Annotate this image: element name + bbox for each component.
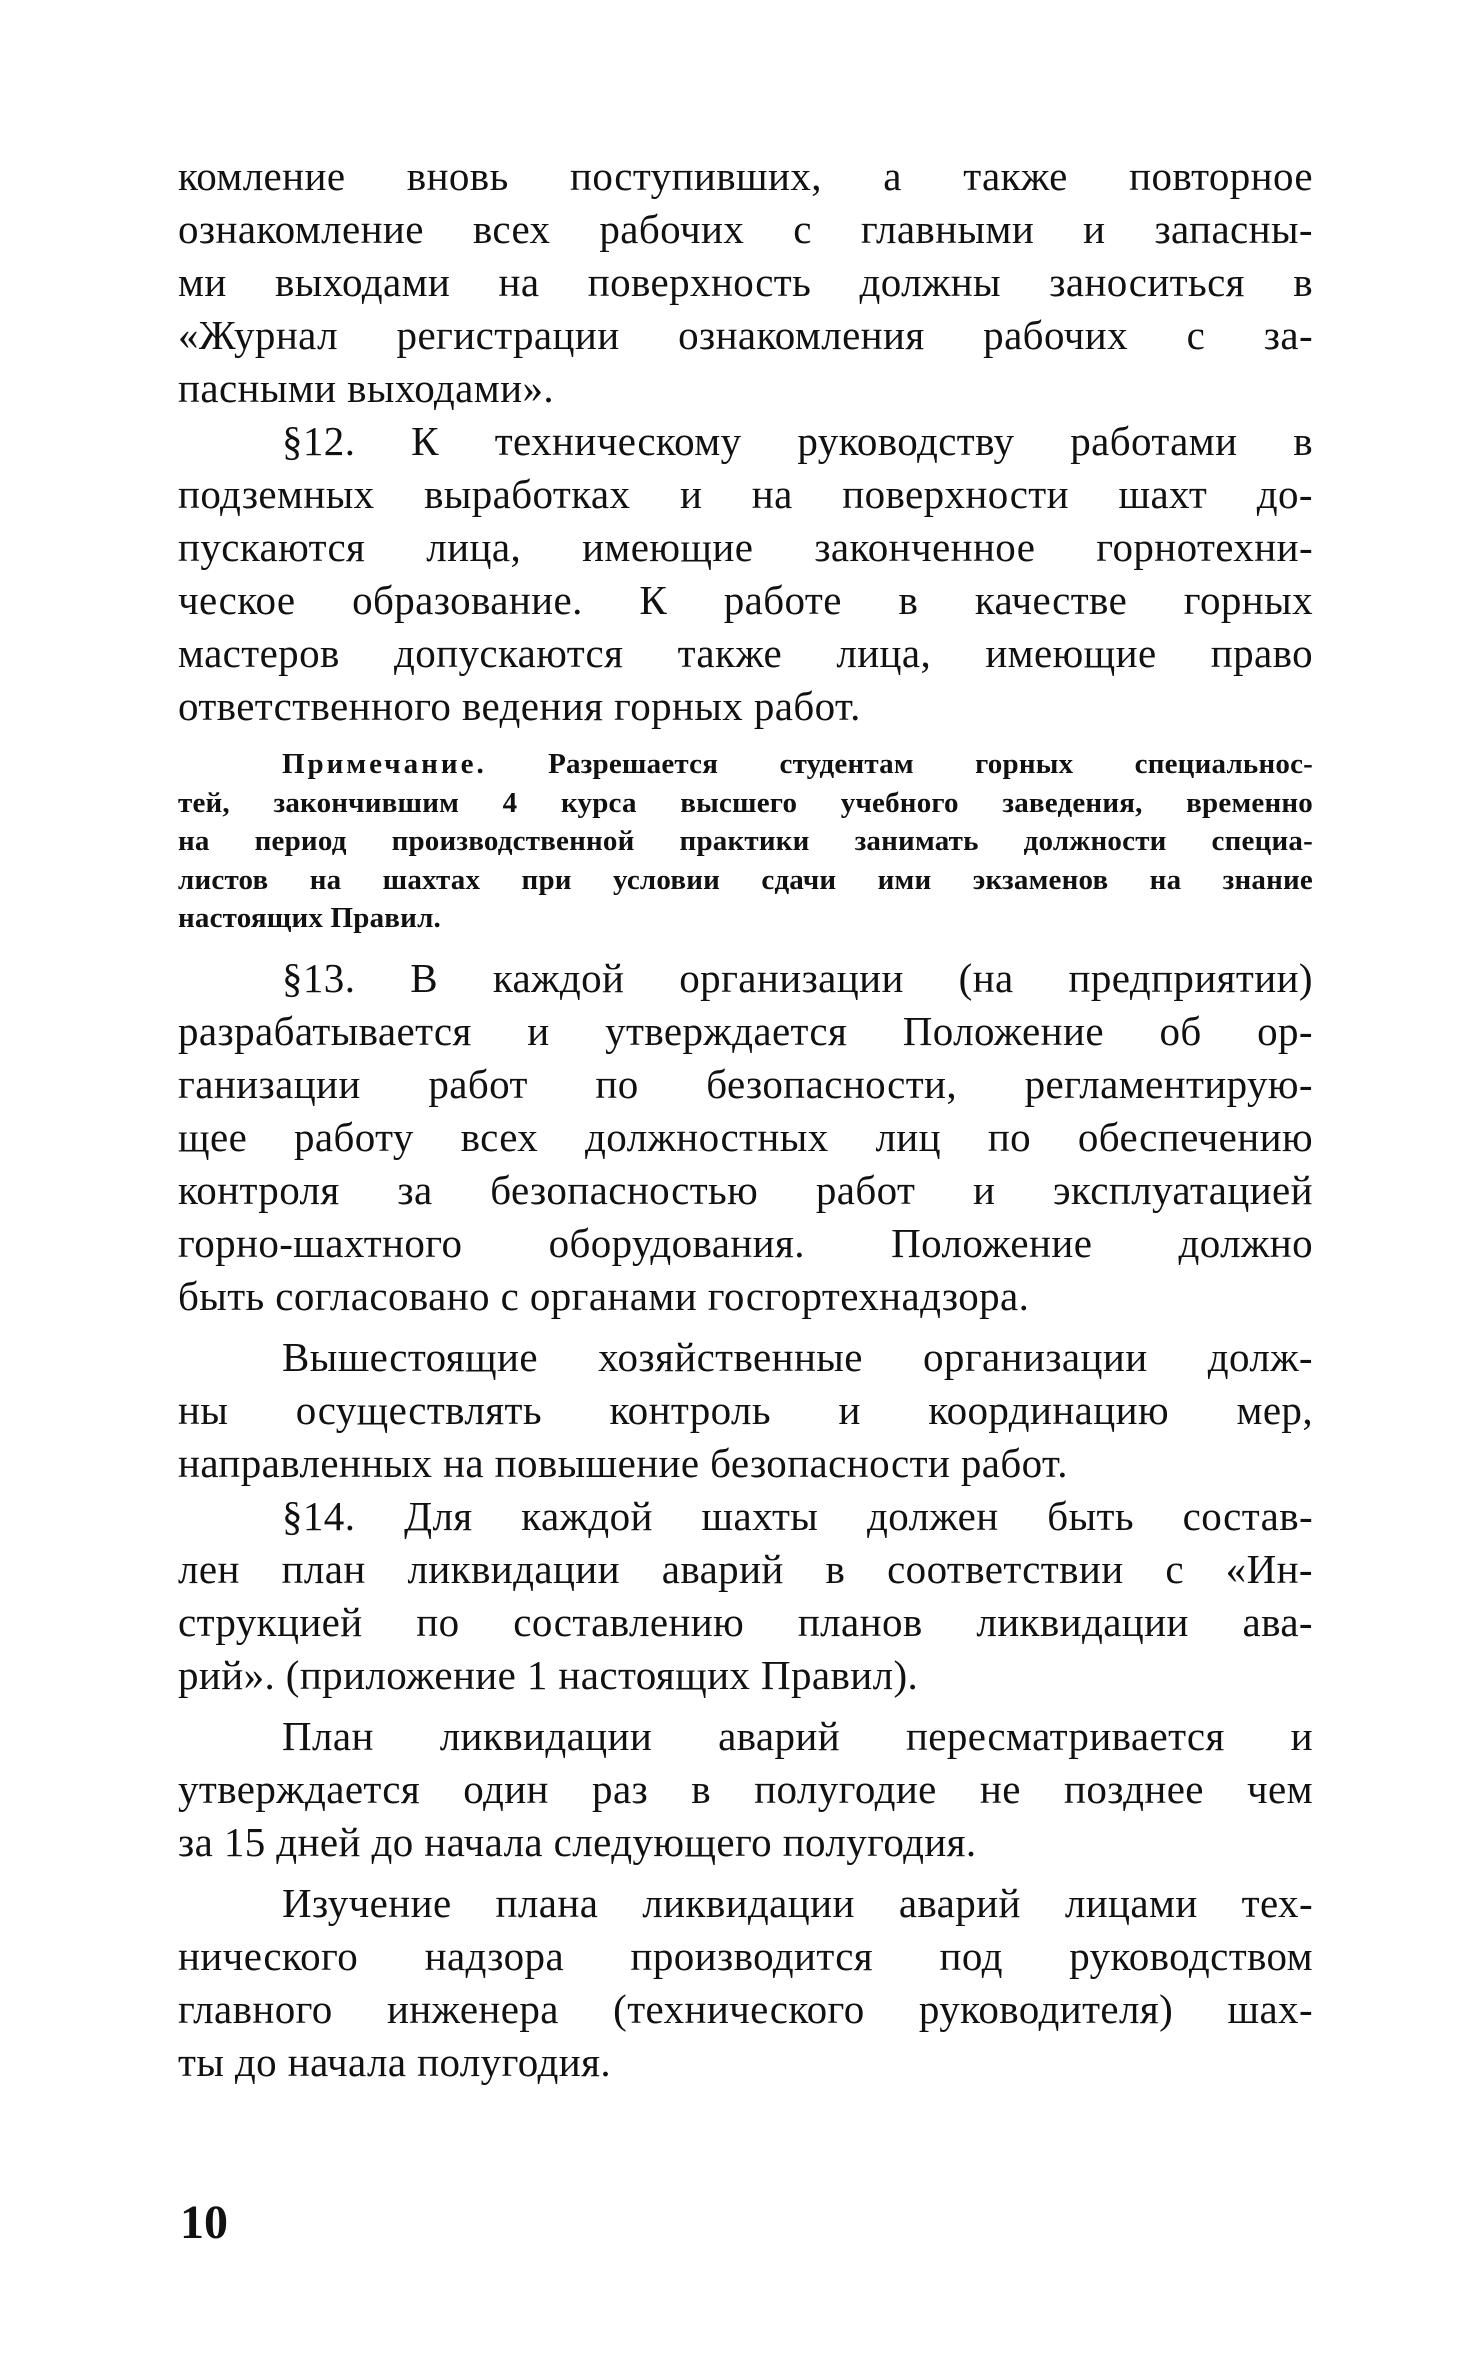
text-line: Изучение плана ликвидации аварий лицами тех- [282,1879,1313,1926]
page-body [178,150,1313,2089]
text-line: ческое образование. К работе в качестве горных [178,577,1313,623]
text-line: План ликвидации аварий пересматривается и [282,1712,1313,1759]
text-line: ознакомление всех рабочих с главными и запасны- [178,206,1313,252]
text-line: ответственного ведения горных работ. [178,683,861,729]
note-line: листов на шахтах при условии сдачи ими экзаменов на знание [178,863,1313,896]
text-line: мастеров допускаются также лица, имеющие право [178,630,1313,676]
section-13 [178,952,1313,1323]
text-line: ты до начала полугодия. [178,2038,611,2085]
text-line: утверждается один раз в полугодие не позднее чем [178,1765,1313,1812]
text-line: разрабатывается и утверждается Положение об ор- [178,1007,1313,1054]
text-line: подземных выработках и на поверхности шахт до- [178,471,1313,517]
note-first-line [178,745,1313,784]
note-text: Разрешается студентам горных специальнос- [548,748,1313,780]
text-line: ми выходами на поверхность должны заноситься в [178,259,1313,305]
text-line: рий». (приложение 1 настоящих Правил). [178,1651,919,1698]
page-number: 10 [180,2196,228,2249]
note-line: настоящих Правил. [178,902,441,934]
text-line: за 15 дней до начала следующего полугодия. [178,1818,977,1865]
text-line: контроля за безопасностью работ и эксплуатацией [178,1166,1313,1213]
text-line: лен план ликвидации аварий в соответствии с «Ин- [178,1545,1313,1592]
text-line: ганизации работ по безопасности, регламентирую- [178,1060,1313,1107]
section-12 [178,415,1313,733]
text-line: главного инженера (технического руководителя) шах- [178,1985,1313,2032]
paragraph-continuation [178,150,1313,415]
text-line: быть согласовано с органами госгортехнадзора. [178,1272,1030,1319]
text-line: горно-шахтного оборудования. Положение должно [178,1219,1313,1266]
text-line: §13. В каждой организации (на предприятии) [282,954,1313,1001]
note-line: тей, закончившим 4 курса высшего учебного заведения, временно [178,786,1313,819]
section-14 [178,1490,1313,1702]
note-line: на период производственной практики занимать должности специа- [178,825,1313,857]
paragraph-gap [178,1323,1313,1331]
text-line: §12. К техническому руководству работами в [282,418,1313,464]
text-line: направленных на повышение безопасности работ. [178,1439,1068,1486]
paragraph-gap [178,1869,1313,1877]
text-line: ны осуществлять контроль и координацию мер, [178,1386,1313,1433]
text-line: щее работу всех должностных лиц по обеспечению [178,1113,1313,1160]
note-block [178,745,1313,938]
text-line: пускаются лица, имеющие законченное горнотехни- [178,524,1313,570]
note-label: Примечание. [282,748,487,780]
text-line: §14. Для каждой шахты должен быть состав- [282,1492,1313,1539]
text-line: нического надзора производится под руководством [178,1932,1313,1979]
text-line: Вышестоящие хозяйственные организации долж- [282,1333,1313,1380]
text-line: струкцией по составлению планов ликвидации ава- [178,1598,1313,1645]
paragraph-gap [178,1702,1313,1710]
text-line: комление вновь поступивших, а также повторное [178,153,1313,199]
text-line: пасными выходами». [178,365,555,411]
paragraph-plan-study [178,1877,1313,2089]
paragraph-superior-organizations [178,1331,1313,1490]
paragraph-plan-review [178,1710,1313,1869]
text-line: «Журнал регистрации ознакомления рабочих с за- [178,312,1313,358]
